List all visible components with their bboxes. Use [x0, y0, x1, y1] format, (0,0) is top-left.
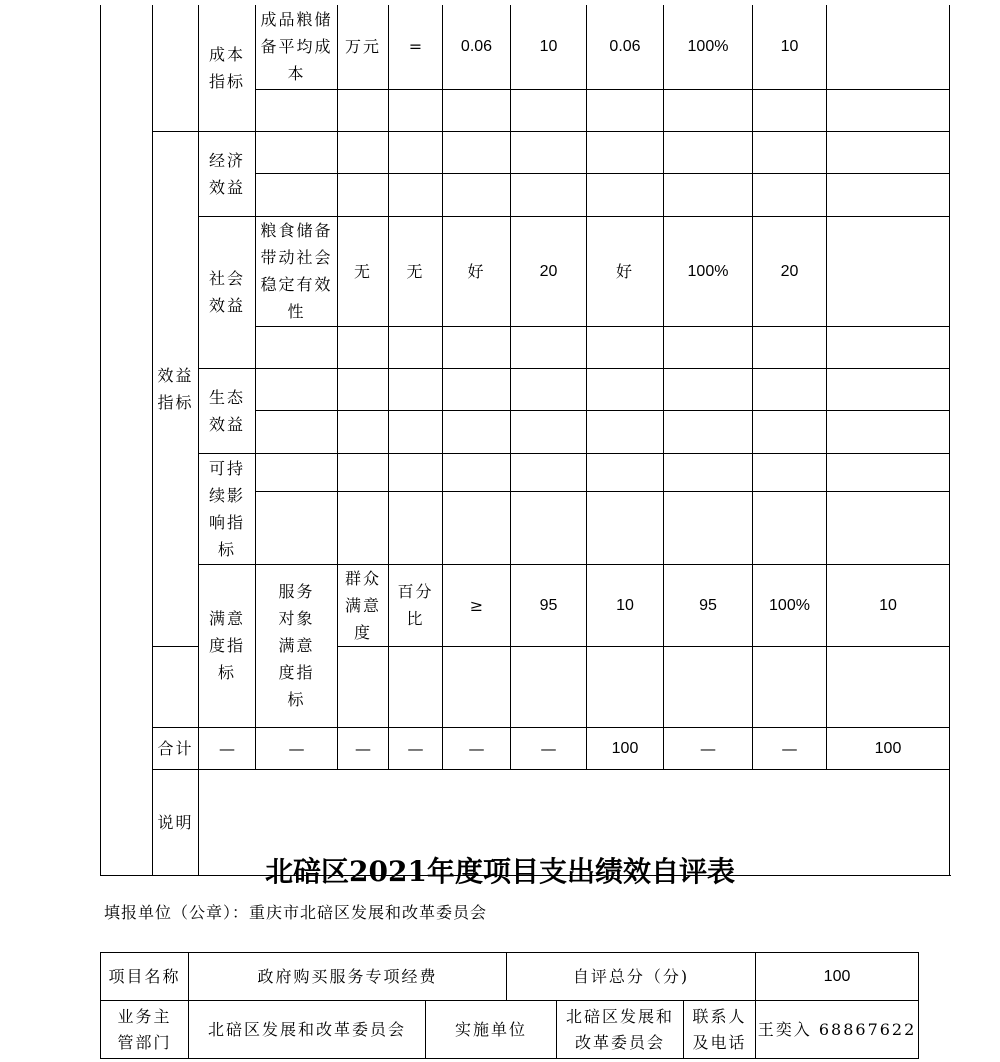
empty-cell [511, 131, 587, 173]
operator-cell: 无 [389, 216, 443, 326]
empty-cell [443, 453, 511, 491]
total-score: 100 [827, 727, 950, 769]
empty-cell [587, 326, 664, 368]
empty-cell [389, 368, 443, 410]
weight-cell: 20 [511, 216, 587, 326]
empty-cell [511, 453, 587, 491]
empty-cell [587, 131, 664, 173]
empty-cell [511, 646, 587, 727]
indicator-name: 粮食储备带动社会稳定有效性 [256, 216, 338, 326]
empty-cell [753, 89, 827, 131]
page-title: 北碚区2021年度项目支出绩效自评表 [265, 855, 735, 888]
total-cell: — [338, 727, 389, 769]
total-cell: — [443, 727, 511, 769]
empty-cell [511, 326, 587, 368]
empty-cell [827, 491, 950, 564]
empty-cell [389, 326, 443, 368]
empty-cell [338, 646, 389, 727]
impl-label: 实施单位 [426, 1001, 557, 1059]
empty-cell [587, 410, 664, 453]
score-cell: 10 [827, 564, 950, 646]
unit-cell: 万元 [338, 5, 389, 89]
empty-cell [443, 368, 511, 410]
target-cell: 好 [443, 216, 511, 326]
impl-value: 北碚区发展和改革委员会 [557, 1001, 684, 1059]
level2-cell-continued [153, 5, 199, 131]
level3-label: 经济 效益 [199, 131, 256, 216]
target-cell: 0.06 [443, 5, 511, 89]
unit-cell: 百分比 [389, 564, 443, 646]
self-score-value: 100 [756, 953, 919, 1001]
target-cell: 95 [511, 564, 587, 646]
operator-cell: = [389, 5, 443, 89]
empty-cell [753, 131, 827, 173]
empty-cell [664, 89, 753, 131]
empty-cell [664, 646, 753, 727]
empty-cell [511, 89, 587, 131]
total-cell: — [511, 727, 587, 769]
empty-cell [664, 131, 753, 173]
empty-cell [256, 410, 338, 453]
empty-cell [256, 326, 338, 368]
empty-cell [827, 326, 950, 368]
empty-cell [587, 368, 664, 410]
empty-cell [389, 410, 443, 453]
unit-cell: 无 [338, 216, 389, 326]
total-cell: — [664, 727, 753, 769]
empty-cell [587, 89, 664, 131]
note-cell [827, 5, 950, 89]
empty-cell [338, 326, 389, 368]
empty-cell [664, 453, 753, 491]
level3-label: 成本 指标 [199, 5, 256, 131]
total-label: 合计 [153, 727, 199, 769]
note-cell [827, 216, 950, 326]
empty-cell [664, 491, 753, 564]
empty-cell [827, 453, 950, 491]
empty-cell [256, 453, 338, 491]
indicator-name: 成品粮储备平均成本 [256, 5, 338, 89]
empty-cell [389, 131, 443, 173]
empty-cell [443, 326, 511, 368]
level3-label: 可持 续影 响指 标 [199, 453, 256, 564]
empty-cell [664, 326, 753, 368]
level1-cell-continued [101, 5, 153, 875]
empty-cell [338, 453, 389, 491]
empty-cell [256, 89, 338, 131]
level3-label: 生态 效益 [199, 368, 256, 453]
empty-cell [753, 368, 827, 410]
empty-cell [443, 173, 511, 216]
empty-cell [753, 646, 827, 727]
empty-cell [443, 131, 511, 173]
empty-cell [389, 89, 443, 131]
level3-label: 服务 对象 满意 度指 标 [256, 564, 338, 727]
empty-cell [511, 410, 587, 453]
empty-cell [753, 410, 827, 453]
contact-label: 联系人及电话 [684, 1001, 756, 1059]
empty-cell [511, 173, 587, 216]
total-cell: — [199, 727, 256, 769]
remark-label: 说明 [153, 769, 199, 875]
empty-cell [827, 89, 950, 131]
empty-cell [389, 173, 443, 216]
weight-cell: 10 [587, 564, 664, 646]
empty-cell [587, 173, 664, 216]
total-weight: 100 [587, 727, 664, 769]
empty-cell [753, 326, 827, 368]
empty-cell [753, 453, 827, 491]
empty-cell [443, 410, 511, 453]
empty-cell [389, 453, 443, 491]
empty-cell [827, 131, 950, 173]
empty-cell [753, 173, 827, 216]
empty-cell [587, 453, 664, 491]
operator-cell: ≥ [443, 564, 511, 646]
actual-cell: 95 [664, 564, 753, 646]
empty-cell [827, 646, 950, 727]
project-name-label: 项目名称 [101, 953, 189, 1001]
level2-satisfaction-label: 满意 度指 标 [199, 564, 256, 727]
rate-cell: 100% [664, 5, 753, 89]
score-cell: 20 [753, 216, 827, 326]
empty-cell [753, 491, 827, 564]
empty-cell [256, 491, 338, 564]
empty-cell [338, 89, 389, 131]
fill-unit-line: 填报单位（公章）：重庆市北碚区发展和改革委员会 [104, 903, 488, 922]
empty-cell [664, 410, 753, 453]
level3-label: 社会 效益 [199, 216, 256, 368]
total-cell: — [389, 727, 443, 769]
rate-cell: 100% [753, 564, 827, 646]
level2-benefit-label: 效益 指标 [153, 131, 199, 646]
indicator-name: 群众满意度 [338, 564, 389, 646]
performance-indicator-table [100, 5, 950, 876]
empty-cell [443, 89, 511, 131]
total-cell: — [753, 727, 827, 769]
actual-cell: 好 [587, 216, 664, 326]
empty-cell [664, 368, 753, 410]
empty-cell [338, 410, 389, 453]
empty-cell [389, 646, 443, 727]
project-name-value: 政府购买服务专项经费 [189, 953, 507, 1001]
total-cell: — [256, 727, 338, 769]
score-cell: 10 [753, 5, 827, 89]
empty-cell [338, 491, 389, 564]
empty-cell [338, 131, 389, 173]
dept-value: 北碚区发展和改革委员会 [189, 1001, 426, 1059]
empty-cell [511, 368, 587, 410]
empty-cell [587, 491, 664, 564]
empty-cell [511, 491, 587, 564]
contact-value: 王奕入 68867622 [756, 1001, 919, 1059]
empty-cell [664, 173, 753, 216]
actual-cell: 0.06 [587, 5, 664, 89]
empty-cell [443, 646, 511, 727]
empty-cell [153, 646, 199, 727]
empty-cell [443, 491, 511, 564]
empty-cell [827, 368, 950, 410]
empty-cell [338, 368, 389, 410]
empty-cell [587, 646, 664, 727]
dept-label: 业务主管部门 [101, 1001, 189, 1059]
empty-cell [389, 491, 443, 564]
empty-cell [256, 131, 338, 173]
empty-cell [827, 173, 950, 216]
empty-cell [338, 173, 389, 216]
project-info-table [100, 952, 919, 1059]
weight-cell: 10 [511, 5, 587, 89]
empty-cell [256, 368, 338, 410]
self-score-label: 自评总分（分) [507, 953, 756, 1001]
rate-cell: 100% [664, 216, 753, 326]
empty-cell [256, 173, 338, 216]
empty-cell [827, 410, 950, 453]
